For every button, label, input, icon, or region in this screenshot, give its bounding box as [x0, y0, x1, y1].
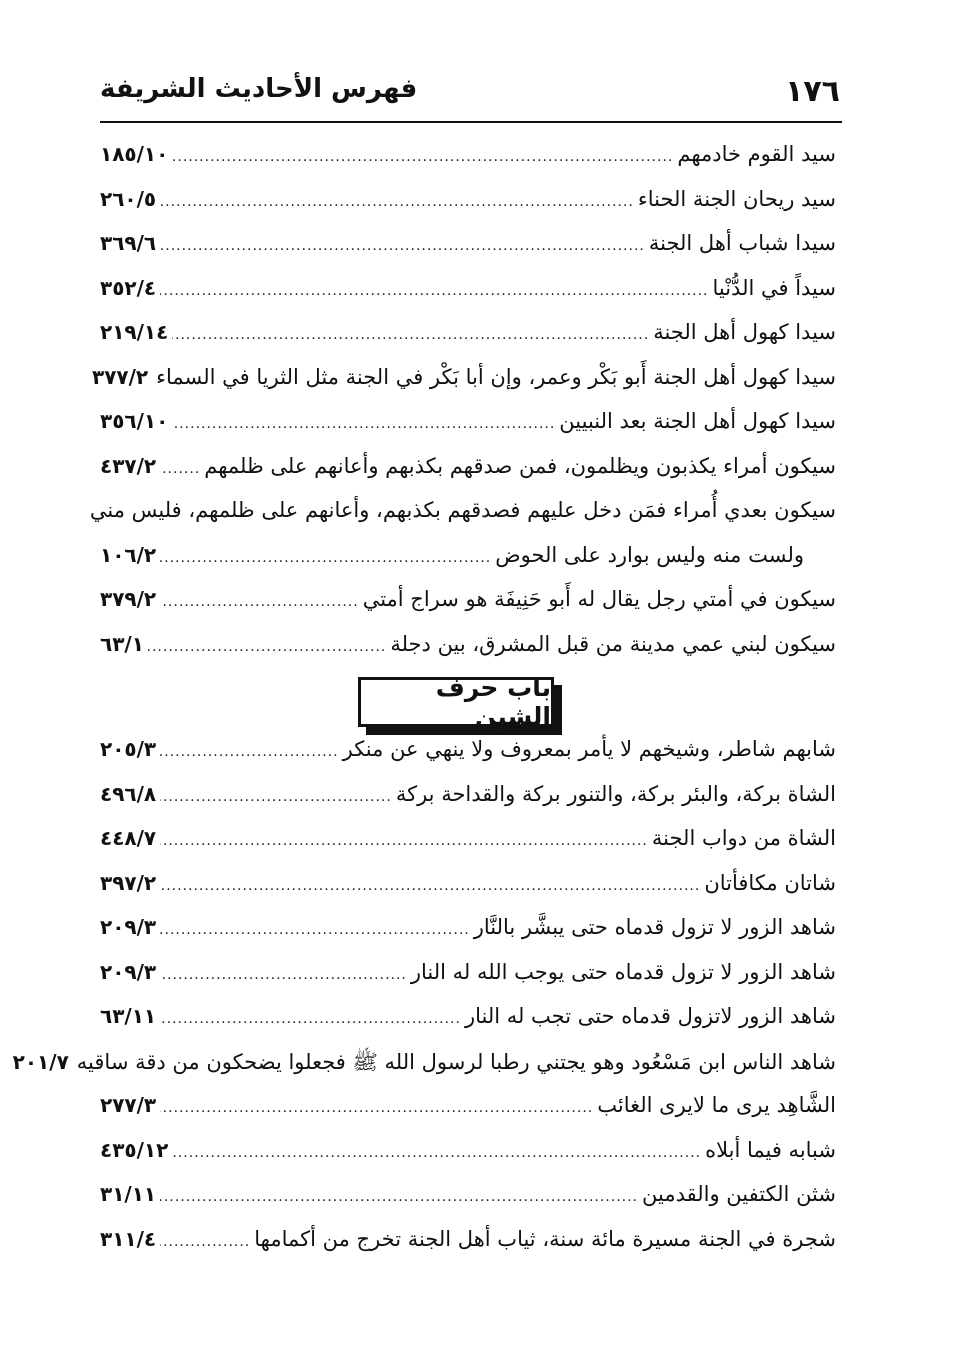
- volume-page-ref: ٢٠٥/٣: [100, 737, 157, 761]
- hadith-text: شاهد الزور لا تزول قدماه حتى يوجب الله له النار: [410, 959, 836, 984]
- hadith-text: سيد القوم خادمهم: [677, 142, 836, 166]
- volume-page-ref: ٣٧٩/٢: [100, 587, 157, 611]
- hadith-text: سيكون أمراء يكذبون ويظلمون، فمن صدقهم بكذبهم وأعانهم على ظلمهم: [204, 453, 836, 478]
- page-number: ١٧٦: [785, 74, 840, 109]
- index-list-sin: [89, 142, 836, 676]
- index-entry: [100, 782, 836, 827]
- index-entry: [91, 364, 836, 410]
- section-heading-label: باب حرف الشين: [358, 677, 554, 727]
- volume-page-ref: ٢٠١/٧: [12, 1049, 69, 1074]
- volume-page-ref: ٣٥٢/٤: [100, 275, 157, 300]
- leader-dots: [160, 789, 392, 805]
- section-heading: [358, 673, 566, 739]
- leader-dots: [160, 1011, 461, 1027]
- hadith-text: الشاة بركة، والبئر بركة، والتنور بركة والقداحة بركة: [395, 781, 836, 806]
- hadith-text: سيداً في الدُّنْيا: [712, 275, 836, 300]
- volume-page-ref: ٢٠٩/٣: [100, 915, 157, 939]
- index-entry: [100, 320, 836, 365]
- hadith-text: شاهد الزور لا تزول قدماه حتى يبشَّر بالنَّار: [473, 915, 836, 939]
- index-entry: [100, 1093, 836, 1138]
- volume-page-ref: ٢٧٧/٣: [100, 1093, 157, 1117]
- index-entry: [100, 632, 836, 677]
- volume-page-ref: ٣٥٦/١٠: [100, 409, 169, 433]
- index-entry: [100, 587, 836, 632]
- leader-dots: [172, 1145, 701, 1161]
- leader-dots: [160, 878, 700, 894]
- leader-dots: [160, 1234, 250, 1250]
- leader-dots: [160, 833, 648, 849]
- index-entry: [100, 737, 836, 782]
- index-entry: [100, 1182, 836, 1227]
- volume-page-ref: ٤٣٧/٢: [100, 453, 157, 478]
- index-entry: [100, 187, 836, 232]
- leader-dots: [160, 550, 491, 566]
- leader-dots: [172, 416, 555, 432]
- leader-dots: [160, 922, 470, 938]
- hadith-text: شجرة في الجنة مسيرة مائة سنة، ثياب أهل الجنة تخرج من أكمامها: [254, 1226, 836, 1251]
- hadith-text: الشَّاهِد يرى ما لايرى الغائب: [597, 1093, 836, 1117]
- hadith-text: سيدا كهول أهل الجنة أَبو بَكْر وعمر، وإن أبا بَكْر في الجنة مثل الثريا في السماء: [156, 364, 836, 389]
- index-entry: [100, 1227, 836, 1272]
- hadith-text-line2: ولست منه وليس بوارد على الحوض: [495, 542, 804, 567]
- volume-page-ref: ٢٦٠/٥: [100, 186, 157, 211]
- hadith-text: سيكون لبني عمي مدينة من قبل المشرق، بين دجلة: [390, 631, 836, 656]
- volume-page-ref: ٣١/١١: [100, 1182, 157, 1206]
- volume-page-ref: ١٨٥/١٠: [100, 142, 169, 166]
- header-divider: [100, 121, 842, 123]
- leader-dots: [160, 461, 200, 477]
- volume-page-ref: ٤٩٦/٨: [100, 781, 157, 806]
- hadith-text: سيدا كهول أهل الجنة بعد النبيين: [559, 409, 836, 433]
- page-header: [100, 68, 840, 118]
- leader-dots: [160, 744, 338, 760]
- index-entry-continuation: [100, 543, 836, 588]
- volume-page-ref: ٤٣٥/١٢: [100, 1137, 169, 1162]
- index-list-shin: [12, 737, 836, 1271]
- leader-dots: [160, 967, 407, 983]
- hadith-text: شبابه فيما أبلاه: [705, 1137, 836, 1162]
- volume-page-ref: ٣١١/٤: [100, 1226, 157, 1251]
- volume-page-ref: ٤٤٨/٧: [100, 826, 157, 850]
- volume-page-ref: ١٠٦/٢: [100, 542, 157, 567]
- hadith-text: شاتان مكافأتان: [704, 870, 836, 895]
- hadith-text: الشاة من دواب الجنة: [651, 826, 836, 850]
- volume-page-ref: ٦٣/١: [100, 631, 144, 656]
- volume-page-ref: ٦٣/١١: [100, 1004, 157, 1028]
- hadith-text: سيكون في أمتي رجل يقال له أَبو حَنِيفَة هو سراج أمتي: [362, 587, 836, 611]
- leader-dots: [148, 639, 386, 655]
- leader-dots: [160, 594, 359, 610]
- index-entry: [100, 1004, 836, 1049]
- leader-dots: [172, 149, 673, 165]
- index-entry: [100, 276, 836, 321]
- index-entry: [100, 409, 836, 454]
- hadith-text: شابهم شاطر، وشيخهم لا يأمر بمعروف ولا ينهي عن منكر: [342, 737, 836, 761]
- hadith-text: سيد ريحان الجنة الحناء: [637, 186, 836, 211]
- leader-dots: [160, 1189, 638, 1205]
- index-entry: [100, 454, 836, 499]
- index-entry: [100, 1138, 836, 1183]
- index-entry: [100, 826, 836, 871]
- volume-page-ref: ٣٩٧/٢: [100, 870, 157, 895]
- leader-dots: [160, 238, 645, 254]
- index-entry: [12, 1049, 836, 1094]
- hadith-text: شاهد الناس ابن مَسْعُود وهو يجتني رطبا لرسول الله ﷺ فجعلوا يضحكون من دقة ساقيه: [76, 1049, 836, 1074]
- volume-page-ref: ٣٧٧/٢: [91, 364, 149, 389]
- index-entry: [100, 231, 836, 276]
- leader-dots: [160, 1100, 593, 1116]
- leader-dots: [160, 283, 708, 299]
- volume-page-ref: ٢٠٩/٣: [100, 959, 157, 984]
- leader-dots: [172, 327, 649, 343]
- volume-page-ref: ٣٦٩/٦: [100, 231, 157, 255]
- index-entry: [100, 871, 836, 916]
- hadith-text: سيدا كهول أهل الجنة: [653, 320, 836, 344]
- hadith-text: سيدا شباب أهل الجنة: [648, 231, 836, 255]
- index-entry: [100, 142, 836, 187]
- index-entry: [100, 960, 836, 1005]
- hadith-text: شاهد الزور لاتزول قدماه حتى تجب له النار: [464, 1004, 836, 1028]
- hadith-text-line1: سيكون بعدي أُمراء فمَن دخل عليهم فصدقهم بكذبهم، وأعانهم على ظلمهم، فليس مني: [89, 498, 836, 522]
- leader-dots: [160, 194, 634, 210]
- index-entry-multiline: [89, 498, 836, 543]
- volume-page-ref: ٢١٩/١٤: [100, 320, 169, 344]
- hadith-text: شثن الكتفين والقدمين: [642, 1182, 836, 1206]
- index-entry: [100, 915, 836, 960]
- page-title: فهرس الأحاديث الشريفة: [100, 74, 418, 104]
